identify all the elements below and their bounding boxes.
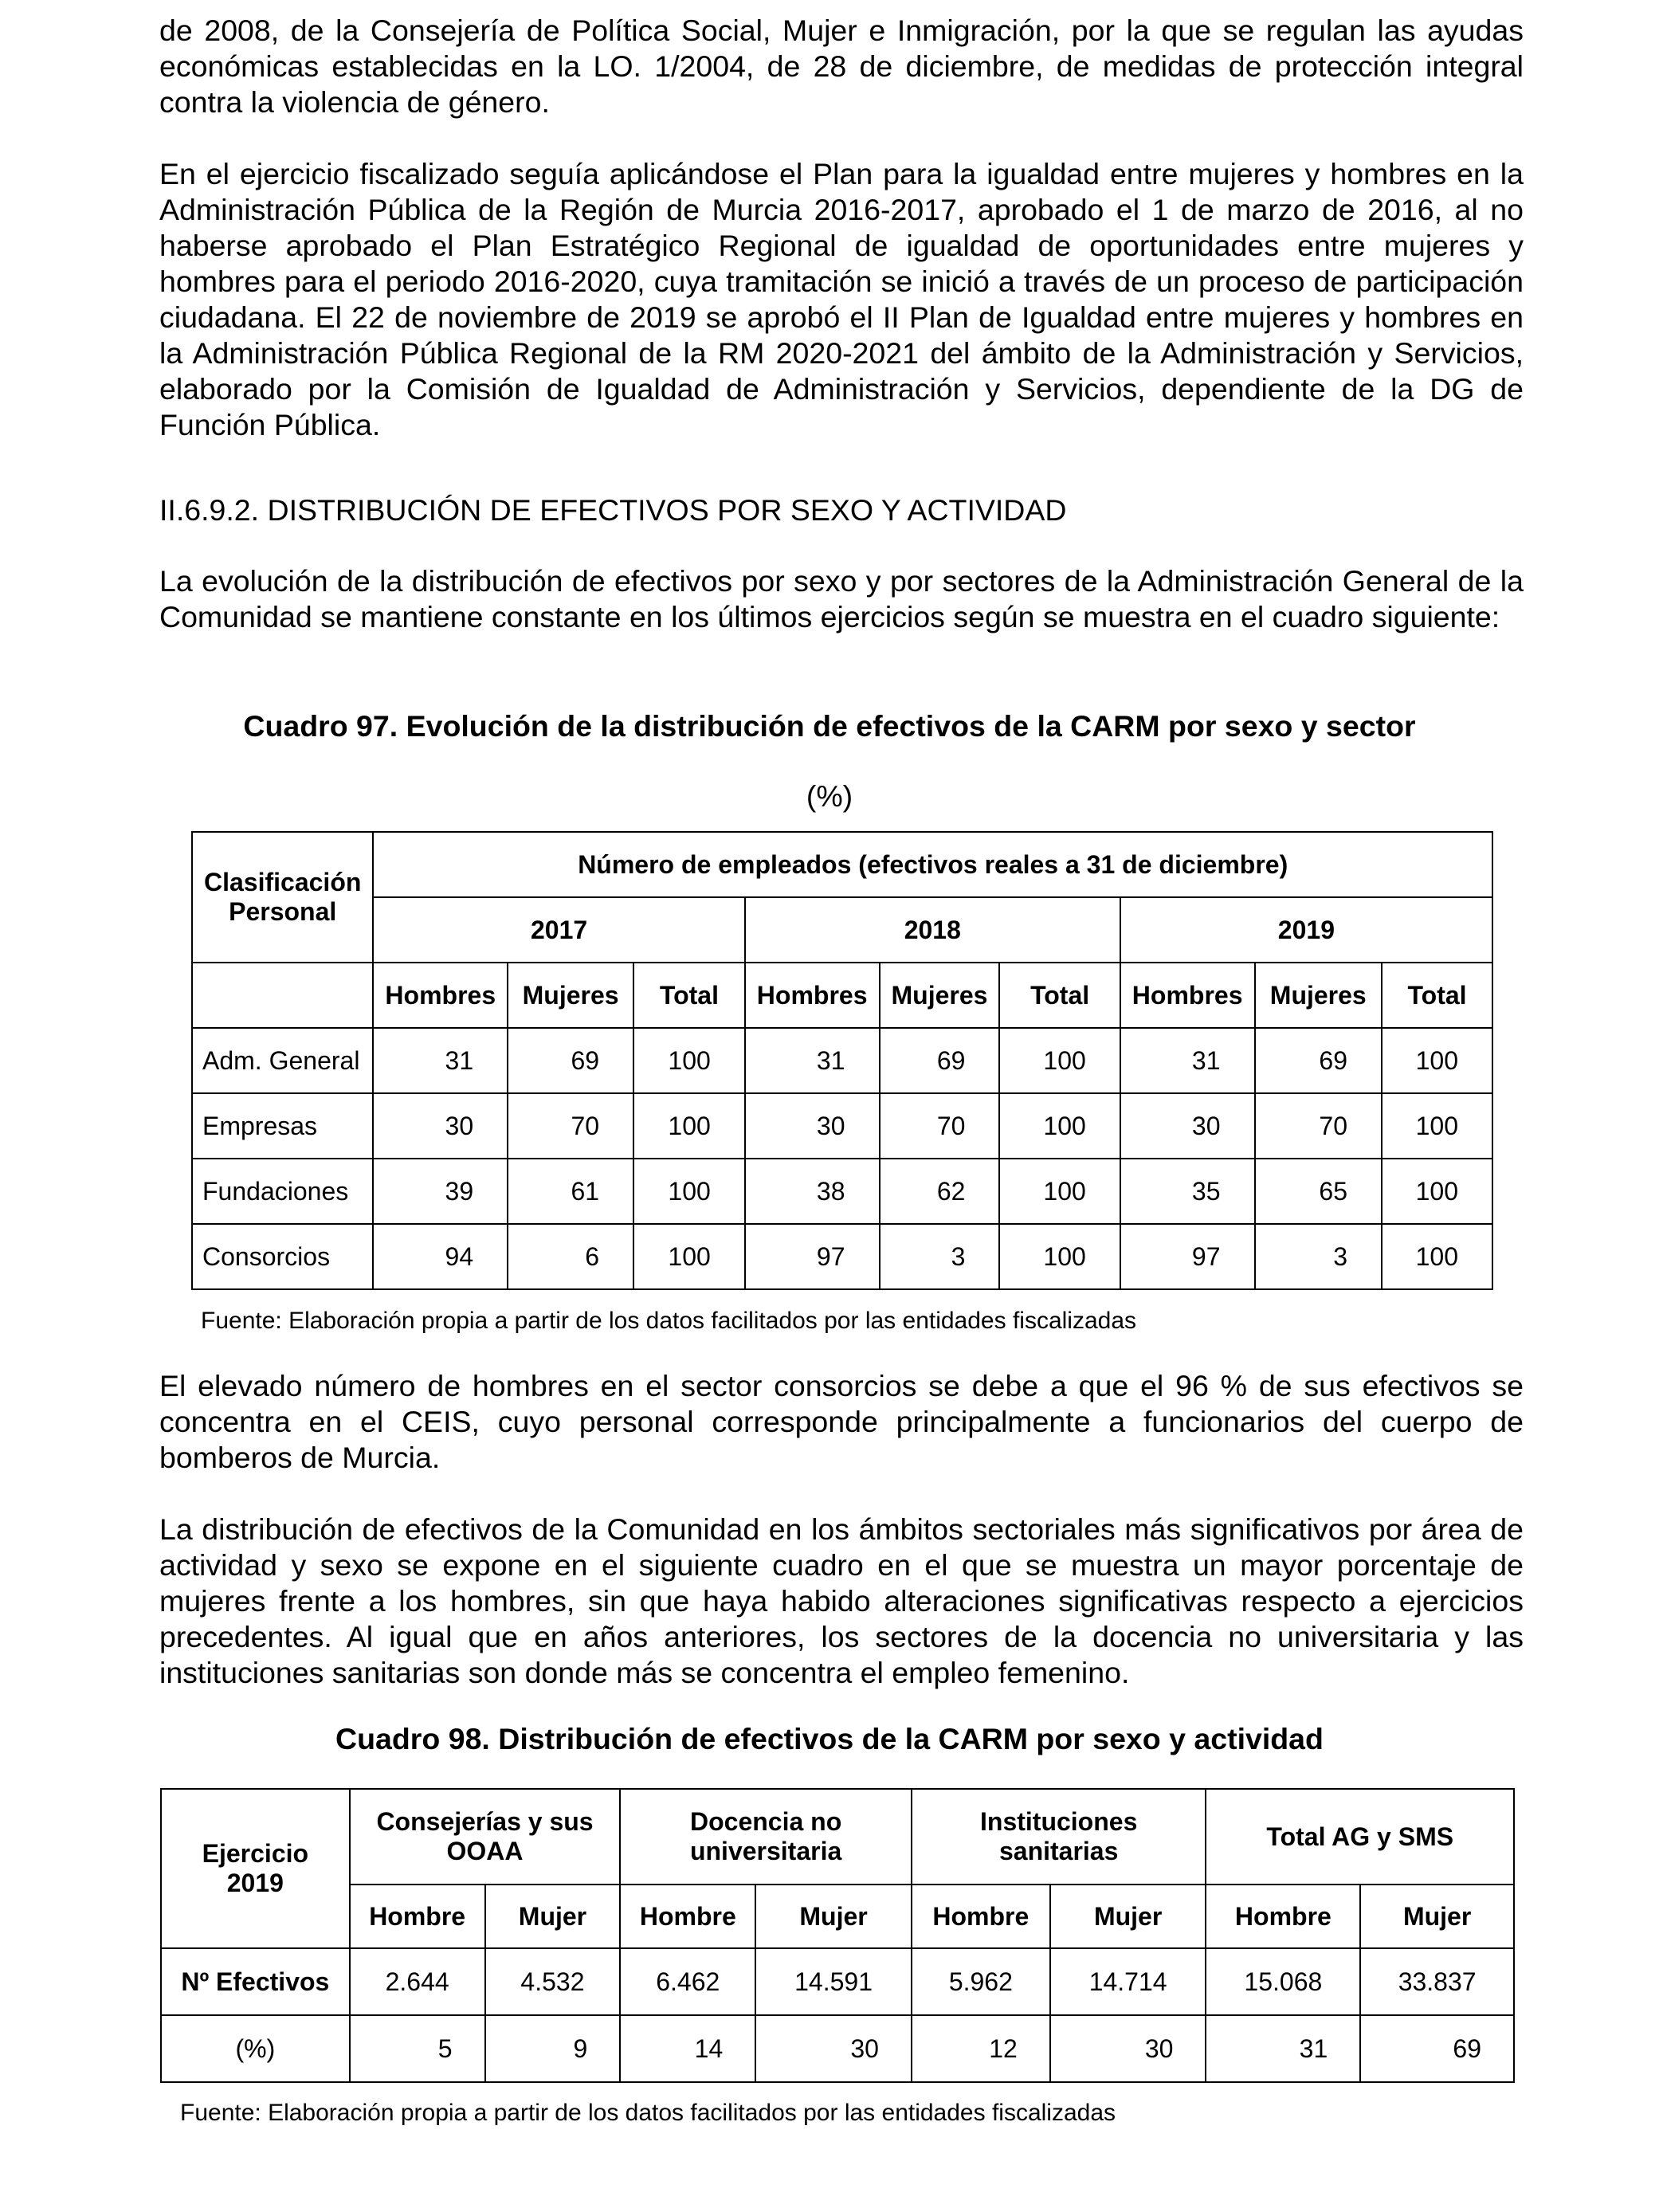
- table97-cell: 100: [1382, 1159, 1492, 1224]
- table98-subheader: Hombre: [1206, 1885, 1360, 1948]
- table98-cell: 5.962: [912, 1948, 1050, 2015]
- table97-subheader: Hombres: [373, 963, 508, 1028]
- table97-cell: 39: [373, 1159, 508, 1224]
- table97-header-group: Número de empleados (efectivos reales a 31 de diciembre): [373, 832, 1492, 897]
- table-row: [161, 2015, 1514, 2082]
- table97-cell: 30: [373, 1093, 508, 1159]
- table98-cell: 30: [1050, 2015, 1206, 2082]
- table-row: [192, 1028, 1492, 1093]
- table98-cell: 12: [912, 2015, 1050, 2082]
- table97-cell: 94: [373, 1224, 508, 1289]
- table97-row-label: Adm. General: [192, 1028, 373, 1093]
- paragraph-intro: de 2008, de la Consejería de Política Social, Mujer e Inmigración, por la que se regulan las ayudas económicas establecidas en la LO. 1/2004, de 28 de diciembre, de medidas de protección integral contra la violencia de género.: [159, 14, 1524, 119]
- table98-row-label: Nº Efectivos: [161, 1948, 350, 2015]
- table97-subheader: Mujeres: [1255, 963, 1382, 1028]
- table97-cell: 97: [745, 1224, 880, 1289]
- table97-subheader: Total: [1382, 963, 1492, 1028]
- table97-cell: 61: [508, 1159, 633, 1224]
- table97-cell: 70: [880, 1093, 1000, 1159]
- table98-subheader: Mujer: [755, 1885, 912, 1948]
- table97-cell: 100: [1382, 1028, 1492, 1093]
- paragraph-consorcios: El elevado número de hombres en el sector consorcios se debe a que el 96 % de sus efectivos se concentra en el CEIS, cuyo personal corresponde principalmente a funcionarios del cuerpo de bomberos de Murcia.: [159, 1369, 1524, 1474]
- table97-year: 2019: [1120, 897, 1492, 963]
- table-row: [161, 1948, 1514, 2015]
- table97-source: Fuente: Elaboración propia a partir de los datos facilitados por las entidades fiscalizadas: [201, 1308, 1137, 1334]
- table-97: [191, 831, 1493, 1290]
- table-row: [192, 1159, 1492, 1224]
- table97-caption: Cuadro 97. Evolución de la distribución de efectivos de la CARM por sexo y sector: [243, 709, 1416, 743]
- table97-cell: 3: [1255, 1224, 1382, 1289]
- table98-source: Fuente: Elaboración propia a partir de los datos facilitados por las entidades fiscalizadas: [180, 2100, 1116, 2126]
- table98-caption: Cuadro 98. Distribución de efectivos de la CARM por sexo y actividad: [335, 1722, 1324, 1755]
- table97-cell: 69: [880, 1028, 1000, 1093]
- table97-cell: 70: [508, 1093, 633, 1159]
- paragraph-distribucion: La distribución de efectivos de la Comunidad en los ámbitos sectoriales más significativos por área de actividad y sexo se expone en el siguiente cuadro en el que se muestra un mayor porcentaje de mujeres frente a los hombres, sin que haya habido alteraciones significativas respecto a ejercicios precedentes. Al igual que en años anteriores, los sectores de la docencia no universitaria y las instituciones sanitarias son donde más se concentra el empleo femenino.: [159, 1512, 1524, 1689]
- table97-cell: 65: [1255, 1159, 1382, 1224]
- table97-subheader: Total: [999, 963, 1120, 1028]
- table98-cell: 4.532: [485, 1948, 621, 2015]
- table97-cell: 69: [1255, 1028, 1382, 1093]
- table97-row-label: Fundaciones: [192, 1159, 373, 1224]
- table97-cell: 100: [633, 1093, 745, 1159]
- table97-header-class: Clasificación Personal: [192, 832, 373, 963]
- table97-row-label: Consorcios: [192, 1224, 373, 1289]
- table97-cell: 100: [999, 1224, 1120, 1289]
- table97-header-blank: [192, 963, 373, 1028]
- table98-subheader: Mujer: [1050, 1885, 1206, 1948]
- table97-cell: 31: [1120, 1028, 1255, 1093]
- table97-cell: 30: [1120, 1093, 1255, 1159]
- table98-cell: 31: [1206, 2015, 1360, 2082]
- table98-row-label: (%): [161, 2015, 350, 2082]
- table97-cell: 31: [373, 1028, 508, 1093]
- table97-cell: 3: [880, 1224, 1000, 1289]
- table97-subheader: Total: [633, 963, 745, 1028]
- table98-cell: 15.068: [1206, 1948, 1360, 2015]
- table97-unit: (%): [806, 779, 853, 813]
- table97-cell: 100: [999, 1159, 1120, 1224]
- table98-subheader: Mujer: [1360, 1885, 1514, 1948]
- table98-cell: 14.591: [755, 1948, 912, 2015]
- table97-subheader: Hombres: [745, 963, 880, 1028]
- table98-subheader: Mujer: [485, 1885, 621, 1948]
- table98-cell: 2.644: [350, 1948, 485, 2015]
- table97-cell: 30: [745, 1093, 880, 1159]
- table98-cell: 14.714: [1050, 1948, 1206, 2015]
- section-heading: II.6.9.2. DISTRIBUCIÓN DE EFECTIVOS POR SEXO Y ACTIVIDAD: [159, 493, 1067, 527]
- table98-group: Docencia no universitaria: [620, 1789, 912, 1885]
- table97-cell: 62: [880, 1159, 1000, 1224]
- table-row: [192, 1093, 1492, 1159]
- table97-subheader: Mujeres: [508, 963, 633, 1028]
- table97-subheader: Hombres: [1120, 963, 1255, 1028]
- table98-group: Consejerías y sus OOAA: [350, 1789, 621, 1885]
- table98-group: Total AG y SMS: [1206, 1789, 1514, 1885]
- table98-cell: 69: [1360, 2015, 1514, 2082]
- table97-cell: 100: [633, 1224, 745, 1289]
- paragraph-plan-igualdad: En el ejercicio fiscalizado seguía aplicándose el Plan para la igualdad entre mujeres y hombres en la Administración Pública de la Región de Murcia 2016-2017, aprobado el 1 de marzo de 2016, al no haberse aprobado el Plan Estratégico Regional de igualdad de oportunidades entre mujeres y hombres para el periodo 2016-2020, cuya tramitación se inició a través de un proceso de participación ciudadana. El 22 de noviembre de 2019 se aprobó el II Plan de Igualdad entre mujeres y hombres en la Administración Pública Regional de la RM 2020-2021 del ámbito de la Administración y Servicios, elaborado por la Comisión de Igualdad de Administración y Servicios, dependiente de la DG de Función Pública.: [159, 157, 1524, 441]
- table97-cell: 38: [745, 1159, 880, 1224]
- table98-cell: 30: [755, 2015, 912, 2082]
- table97-cell: 69: [508, 1028, 633, 1093]
- table97-cell: 97: [1120, 1224, 1255, 1289]
- table98-cell: 9: [485, 2015, 621, 2082]
- table98-cell: 6.462: [620, 1948, 755, 2015]
- table98-header-year: Ejercicio 2019: [161, 1789, 350, 1948]
- table97-subheader: Mujeres: [880, 963, 1000, 1028]
- table-98: [160, 1788, 1515, 2083]
- table-row: [192, 1224, 1492, 1289]
- table98-subheader: Hombre: [912, 1885, 1050, 1948]
- table97-cell: 6: [508, 1224, 633, 1289]
- table97-cell: 100: [633, 1159, 745, 1224]
- table97-cell: 70: [1255, 1093, 1382, 1159]
- paragraph-evolucion: La evolución de la distribución de efectivos por sexo y por sectores de la Administración General de la Comunidad se mantiene constante en los últimos ejercicios según se muestra en el cuadro siguiente:: [159, 564, 1524, 633]
- table98-cell: 33.837: [1360, 1948, 1514, 2015]
- table97-cell: 100: [1382, 1093, 1492, 1159]
- table97-cell: 100: [999, 1093, 1120, 1159]
- table98-subheader: Hombre: [350, 1885, 485, 1948]
- table97-cell: 100: [633, 1028, 745, 1093]
- table98-cell: 14: [620, 2015, 755, 2082]
- table97-cell: 100: [999, 1028, 1120, 1093]
- table98-cell: 5: [350, 2015, 485, 2082]
- table97-row-label: Empresas: [192, 1093, 373, 1159]
- table97-cell: 35: [1120, 1159, 1255, 1224]
- table98-group: Instituciones sanitarias: [912, 1789, 1206, 1885]
- table97-cell: 100: [1382, 1224, 1492, 1289]
- table97-year: 2017: [373, 897, 744, 963]
- table97-year: 2018: [745, 897, 1120, 963]
- table97-cell: 31: [745, 1028, 880, 1093]
- table98-subheader: Hombre: [620, 1885, 755, 1948]
